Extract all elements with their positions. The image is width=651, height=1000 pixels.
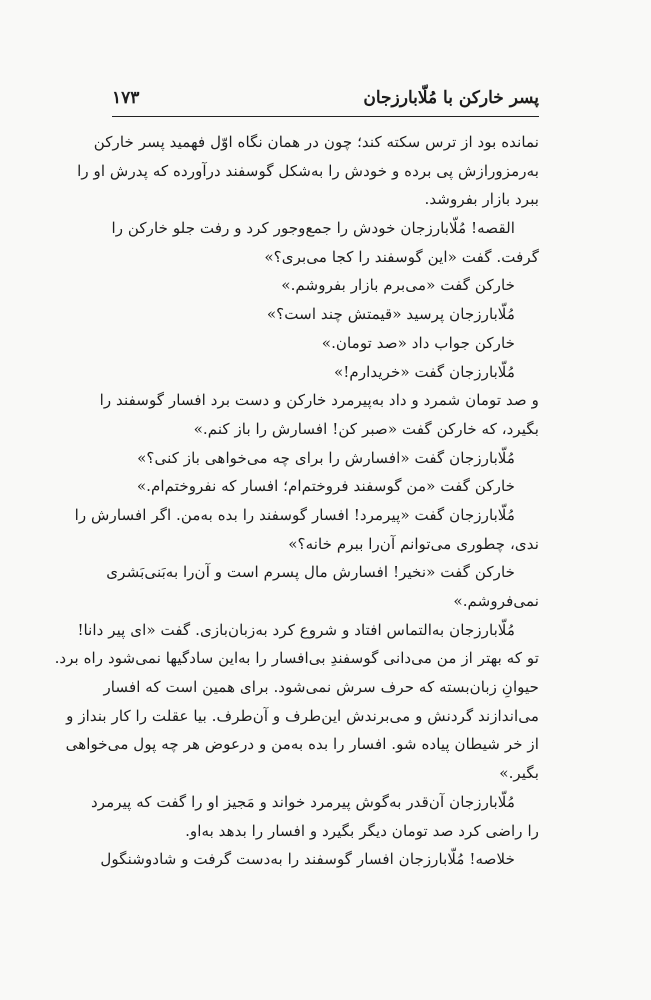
text-line: را راضی کرد صد تومان دیگر بگیرد و افسار را بدهد به‌او. (185, 821, 539, 840)
text-line: خارکن گفت «نخیر! افسارش مال پسرم است و آن‌را به‌بَنی‌بَشری (106, 563, 515, 582)
page-number: ۱۷۳ (112, 88, 140, 108)
text-line: حیوانِ زبان‌بسته که حرف سرش نمی‌شود. برای همین است که افسار (103, 678, 539, 697)
text-line: مُلّابارزجان گفت «افسارش را برای چه می‌خواهی باز کنی؟» (137, 448, 515, 467)
running-title: پسر خارکن با مُلّابارزجان (363, 88, 539, 108)
page-header (112, 88, 539, 117)
text-line: ندی، چطوری می‌توانم آن‌را ببرم خانه؟» (288, 534, 539, 553)
text-line: مُلّابارزجان آن‌قدر به‌گوش پیرمرد خواند و مَجیز او را گفت که پیرمرد (90, 792, 515, 811)
text-line: و صد تومان شمرد و داد به‌پیرمرد خارکن و دست برد افسار گوسفند را (99, 391, 539, 410)
text-line: نمانده بود از ترس سکته کند؛ چون در همان نگاه اوّل فهمید پسر خارکن (93, 133, 539, 151)
text-line: می‌اندازند گردنش و می‌برندش این‌طرف و آن‌طرف. بیا عقلت را کار بنداز و (66, 706, 539, 725)
text-line: مُلّابارزجان به‌التماس افتاد و شروع کرد به‌زبان‌بازی. گفت «ای پیر دانا! (77, 620, 515, 639)
text-line: خارکن جواب داد «صد تومان.» (321, 333, 515, 352)
text-line: مُلّابارزجان گفت «پیرمرد! افسار گوسفند را بده به‌من. اگر افسارش را (74, 505, 515, 524)
text-line: نمی‌فروشم.» (453, 592, 539, 610)
text-line: القصه! مُلّابارزجان خودش را جمع‌وجور کرد و رفت جلو خارکن را (111, 219, 515, 238)
text-line: ببرد بازار بفروشد. (424, 190, 539, 209)
text-line: بگیر.» (499, 764, 539, 783)
text-line: خارکن گفت «می‌برم بازار بفروشم.» (281, 276, 515, 295)
text-line: مُلّابارزجان پرسید «قیمتش چند است؟» (266, 305, 515, 324)
text-line: بگیرد، که خارکن گفت «صبر کن! افسارش را باز کنم.» (193, 419, 539, 438)
text-line: خلاصه! مُلّابارزجان افسار گوسفند را به‌دست گرفت و شادوشنگول (100, 850, 515, 869)
text-line: از خر شیطان پیاده شو. افسار را بده به‌من و درعوض هر چه پول می‌خواهی (65, 735, 539, 754)
text-line: به‌رمزورازش پی برده و خودش را به‌شکل گوسفند درآورده که پدرش او را (77, 161, 539, 180)
text-line: تو که بهتر از من می‌دانی گوسفندِ بی‌افسار را به‌این سادگیها نمی‌شود راه برد. (54, 649, 539, 668)
text-line: مُلّابارزجان گفت «خریدارم!» (334, 362, 515, 381)
body-text (54, 128, 539, 874)
text-line: گرفت. گفت «این گوسفند را کجا می‌بری؟» (264, 247, 539, 266)
text-line: خارکن گفت «من گوسفند فروختم‌ام؛ افسار که نفروختم‌ام.» (136, 477, 515, 496)
